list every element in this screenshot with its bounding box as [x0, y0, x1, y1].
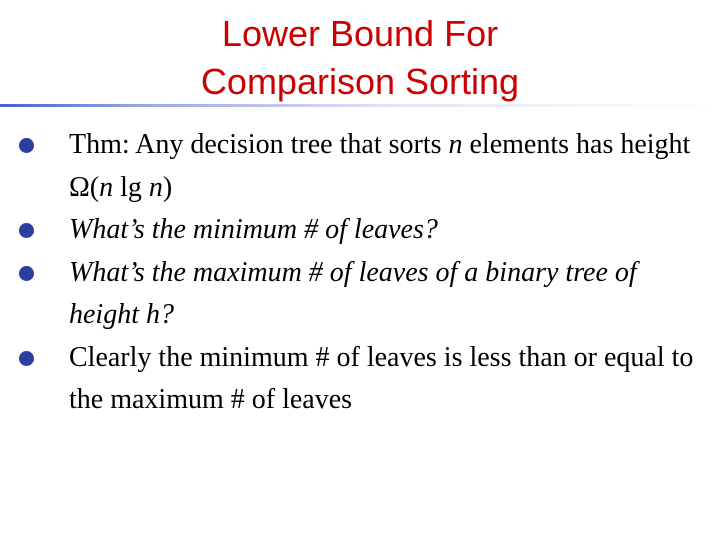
title-line-2: Comparison Sorting	[200, 61, 520, 102]
bullet-item-min-leaves	[0, 209, 700, 252]
bullet-text: lg	[113, 171, 149, 203]
variable-n: n	[448, 129, 463, 160]
bullet-text: Thm: Any decision tree that sorts	[69, 129, 449, 160]
bullet-dot-icon	[19, 223, 34, 238]
bullet-item-theorem	[0, 124, 700, 209]
bullet-dot-icon	[19, 266, 34, 281]
title-line-1: Lower Bound For	[221, 13, 499, 54]
bullet-text: What’s the maximum # of leaves of a binary tree of height h?	[69, 256, 637, 330]
bullet-text: elements has height Ω(	[69, 129, 691, 203]
slide-title	[0, 10, 720, 106]
bullet-list	[0, 124, 700, 422]
title-divider	[0, 104, 720, 107]
variable-n: n	[99, 171, 114, 203]
bullet-dot-icon	[19, 138, 34, 153]
bullet-text: Clearly the minimum # of leaves is less than or equal to the maximum # of leaves	[69, 341, 694, 415]
bullet-item-max-leaves	[0, 252, 700, 337]
bullet-item-conclusion	[0, 337, 700, 422]
bullet-text: )	[162, 171, 173, 203]
bullet-dot-icon	[19, 351, 34, 366]
bullet-text: What’s the minimum # of leaves?	[69, 214, 438, 245]
variable-n: n	[148, 171, 163, 203]
